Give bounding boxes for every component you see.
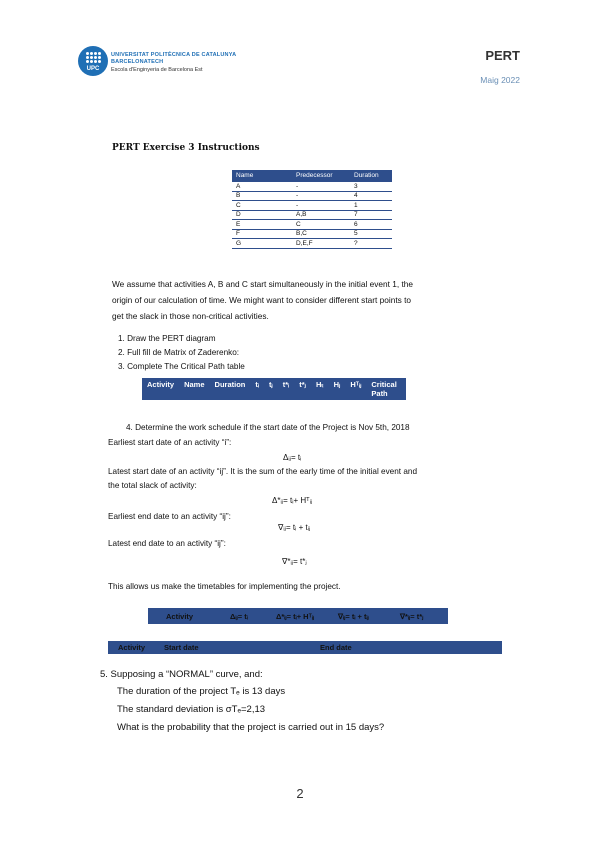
column-header: Activity xyxy=(142,378,179,400)
table-row: A - 3 xyxy=(232,182,392,192)
table-row: F B,C 5 xyxy=(232,229,392,239)
page-number: 2 xyxy=(296,786,304,801)
column-header: Critical Path xyxy=(366,378,406,400)
column-header: Duration xyxy=(210,378,251,400)
logo-dot xyxy=(98,60,101,63)
logo-dot xyxy=(90,52,93,55)
timetable-header xyxy=(148,608,448,624)
logo-dot xyxy=(98,52,101,55)
column-header: Hᵀᵢⱼ xyxy=(345,378,366,400)
table-row: D A,B 7 xyxy=(232,210,392,220)
logo-dot xyxy=(86,52,89,55)
logo-dot xyxy=(98,56,101,59)
schedule-header xyxy=(108,641,502,654)
earliest-end-label: Earliest end date to an activity “ij”: xyxy=(108,512,231,521)
logo-dot xyxy=(86,60,89,63)
table-row: B - 4 xyxy=(232,191,392,201)
logo-dot xyxy=(94,52,97,55)
logo-dot xyxy=(86,56,89,59)
column-header: ∇*ᵢⱼ= t*ⱼ xyxy=(400,612,424,621)
latest-start-formula: Δ*ᵢⱼ= tᵢ+ Hᵀᵢⱼ xyxy=(272,496,313,505)
header-date: Maig 2022 xyxy=(480,75,520,85)
logo-dot xyxy=(90,60,93,63)
column-header: tⱼ xyxy=(264,378,278,400)
logo-text: UPC xyxy=(86,66,100,72)
upc-logo xyxy=(78,46,108,76)
university-subtitle: BARCELONATECH xyxy=(111,59,164,65)
document-title: PERT Exercise 3 Instructions xyxy=(112,143,260,153)
latest-end-label: Latest end date to an activity “ij”: xyxy=(108,539,226,548)
column-header: Hⱼ xyxy=(329,378,346,400)
column-header: Hₜ xyxy=(311,378,329,400)
column-header: End date xyxy=(320,643,352,652)
column-header: Name xyxy=(179,378,209,400)
timetables-text: This allows us make the timetables for implementing the project. xyxy=(108,582,341,591)
latest-start-line-2: the total slack of activity: xyxy=(108,481,197,490)
school-name: Escola d'Enginyeria de Barcelona Est xyxy=(111,67,203,73)
task-3: 3. Complete The Critical Path table xyxy=(118,362,245,371)
column-header: Δ*ᵢⱼ= tᵢ+ Hᵀᵢⱼ xyxy=(276,612,315,621)
column-header: Predecessor xyxy=(292,170,350,182)
table-row: C - 1 xyxy=(232,201,392,211)
task-1: 1. Draw the PERT diagram xyxy=(118,334,216,343)
column-header: Activity xyxy=(118,643,146,652)
earliest-start-label: Earliest start date of an activity “i”: xyxy=(108,438,232,447)
question-5-line-1: The duration of the project Tₑ is 13 days xyxy=(117,686,286,697)
earliest-end-formula: ∇ᵢⱼ= tᵢ + tᵢⱼ xyxy=(278,523,311,532)
question-5-line-3: What is the probability that the project is carried out in 15 days? xyxy=(117,722,385,733)
task-2: 2. Full fill de Matrix of Zaderenko: xyxy=(118,348,240,357)
critical-path-table xyxy=(142,378,406,400)
question-5-heading: 5. Supposing a “NORMAL” curve, and: xyxy=(100,669,263,680)
task-4: 4. Determine the work schedule if the start date of the Project is Nov 5th, 2018 xyxy=(126,423,410,432)
column-header: Activity xyxy=(166,612,194,621)
logo-dot xyxy=(90,56,93,59)
latest-start-line-1: Latest start date of an activity “ij”. It is the sum of the early time of the initial event and xyxy=(108,467,417,476)
activities-table xyxy=(232,170,392,249)
column-header: Name xyxy=(232,170,292,182)
earliest-start-formula: Δᵢⱼ= tᵢ xyxy=(283,453,302,462)
logo-dot xyxy=(94,56,97,59)
logo-dot xyxy=(94,60,97,63)
table-row: E C 6 xyxy=(232,220,392,230)
column-header: t*ⱼ xyxy=(294,378,311,400)
latest-end-formula: ∇*ᵢⱼ= t*ⱼ xyxy=(282,557,307,566)
table-row: G D,E,F ? xyxy=(232,239,392,249)
column-header: Duration xyxy=(350,170,392,182)
column-header: t*ᵢ xyxy=(278,378,294,400)
question-5-line-2: The standard deviation is σTₑ=2,13 xyxy=(117,704,266,715)
header-title: PERT xyxy=(485,48,520,63)
column-header: tᵢ xyxy=(250,378,264,400)
column-header: Start date xyxy=(164,643,199,652)
column-header: Δᵢⱼ= tᵢ xyxy=(230,612,248,621)
university-name: UNIVERSITAT POLITÈCNICA DE CATALUNYA xyxy=(111,52,237,58)
column-header: ∇ᵢⱼ= tᵢ + tᵢⱼ xyxy=(338,612,369,621)
intro-paragraph: We assume that activities A, B and C start simultaneously in the initial event 1, the origin of our calculation of time. We might want to consider different start points to get the slack in those non-critical activities. xyxy=(112,279,413,321)
